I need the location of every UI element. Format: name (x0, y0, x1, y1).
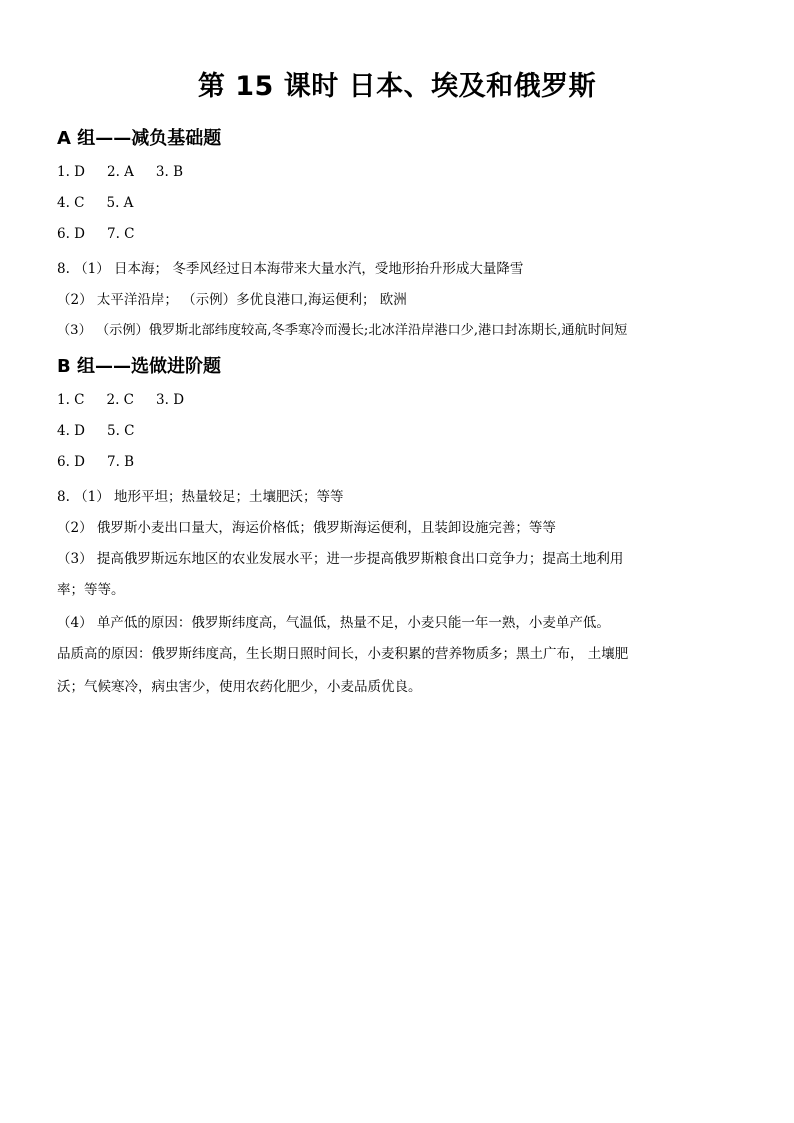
answer-item: 1. D (57, 164, 85, 180)
group-b-answer-line-3 (57, 454, 134, 470)
answer-item: 6. D (57, 454, 85, 470)
answer-item: 1. C (57, 392, 85, 408)
group-b-q8-line-7: 沃；气候寒冷，病虫害少，使用农药化肥少，小麦品质优良。 (57, 679, 422, 695)
page-title: 第 15 课时 日本、埃及和俄罗斯 (197, 71, 597, 102)
answer-item: 7. C (107, 226, 135, 242)
answer-item: 4. C (57, 195, 85, 211)
group-a-heading: A 组——减负基础题 (57, 128, 222, 149)
answer-item: 2. C (106, 392, 135, 408)
group-a-answer-line-2 (57, 195, 133, 211)
group-b-q8-line-4: 率；等等。 (57, 582, 125, 598)
group-a-answer-line-3 (57, 226, 135, 242)
answer-item: 4. D (57, 423, 85, 439)
group-b-answer-line-1 (57, 392, 184, 408)
answer-item: 7. B (107, 454, 135, 470)
group-a-q8-line-1: 8. （1） 日本海； 冬季风经过日本海带来大量水汽，受地形抬升形成大量降雪 (57, 261, 524, 277)
answer-item: 3. D (156, 392, 185, 408)
answer-item: 6. D (57, 226, 85, 242)
group-a-answer-line-1 (57, 164, 183, 180)
answer-item: 5. C (107, 423, 135, 439)
group-a-q8-line-2: （2） 太平洋沿岸； （示例）多优良港口,海运便利； 欧洲 (57, 292, 407, 308)
group-b-q8-line-3: （3） 提高俄罗斯远东地区的农业发展水平；进一步提高俄罗斯粮食出口竞争力；提高土地利用 (57, 551, 624, 567)
answer-item: 5. A (106, 195, 134, 211)
group-b-answer-line-2 (57, 423, 135, 439)
group-b-q8-line-1: 8. （1） 地形平坦；热量较足；土壤肥沃；等等 (57, 489, 344, 505)
answer-item: 3. B (155, 164, 184, 180)
group-a-q8-line-3: （3） （示例）俄罗斯北部纬度较高,冬季寒冷而漫长;北冰洋沿岸港口少,港口封冻期长,通航时间短 (57, 323, 628, 338)
group-b-q8-line-2: （2） 俄罗斯小麦出口量大，海运价格低；俄罗斯海运便利，且装卸设施完善；等等 (57, 520, 556, 536)
group-b-heading: B 组——选做进阶题 (57, 356, 221, 377)
group-b-q8-line-5: （4） 单产低的原因：俄罗斯纬度高，气温低，热量不足，小麦只能一年一熟，小麦单产低。 (57, 615, 610, 631)
group-b-q8-line-6: 品质高的原因：俄罗斯纬度高，生长期日照时间长，小麦积累的营养物质多；黑土广布， 土壤肥 (57, 646, 629, 662)
answer-item: 2. A (107, 164, 134, 180)
